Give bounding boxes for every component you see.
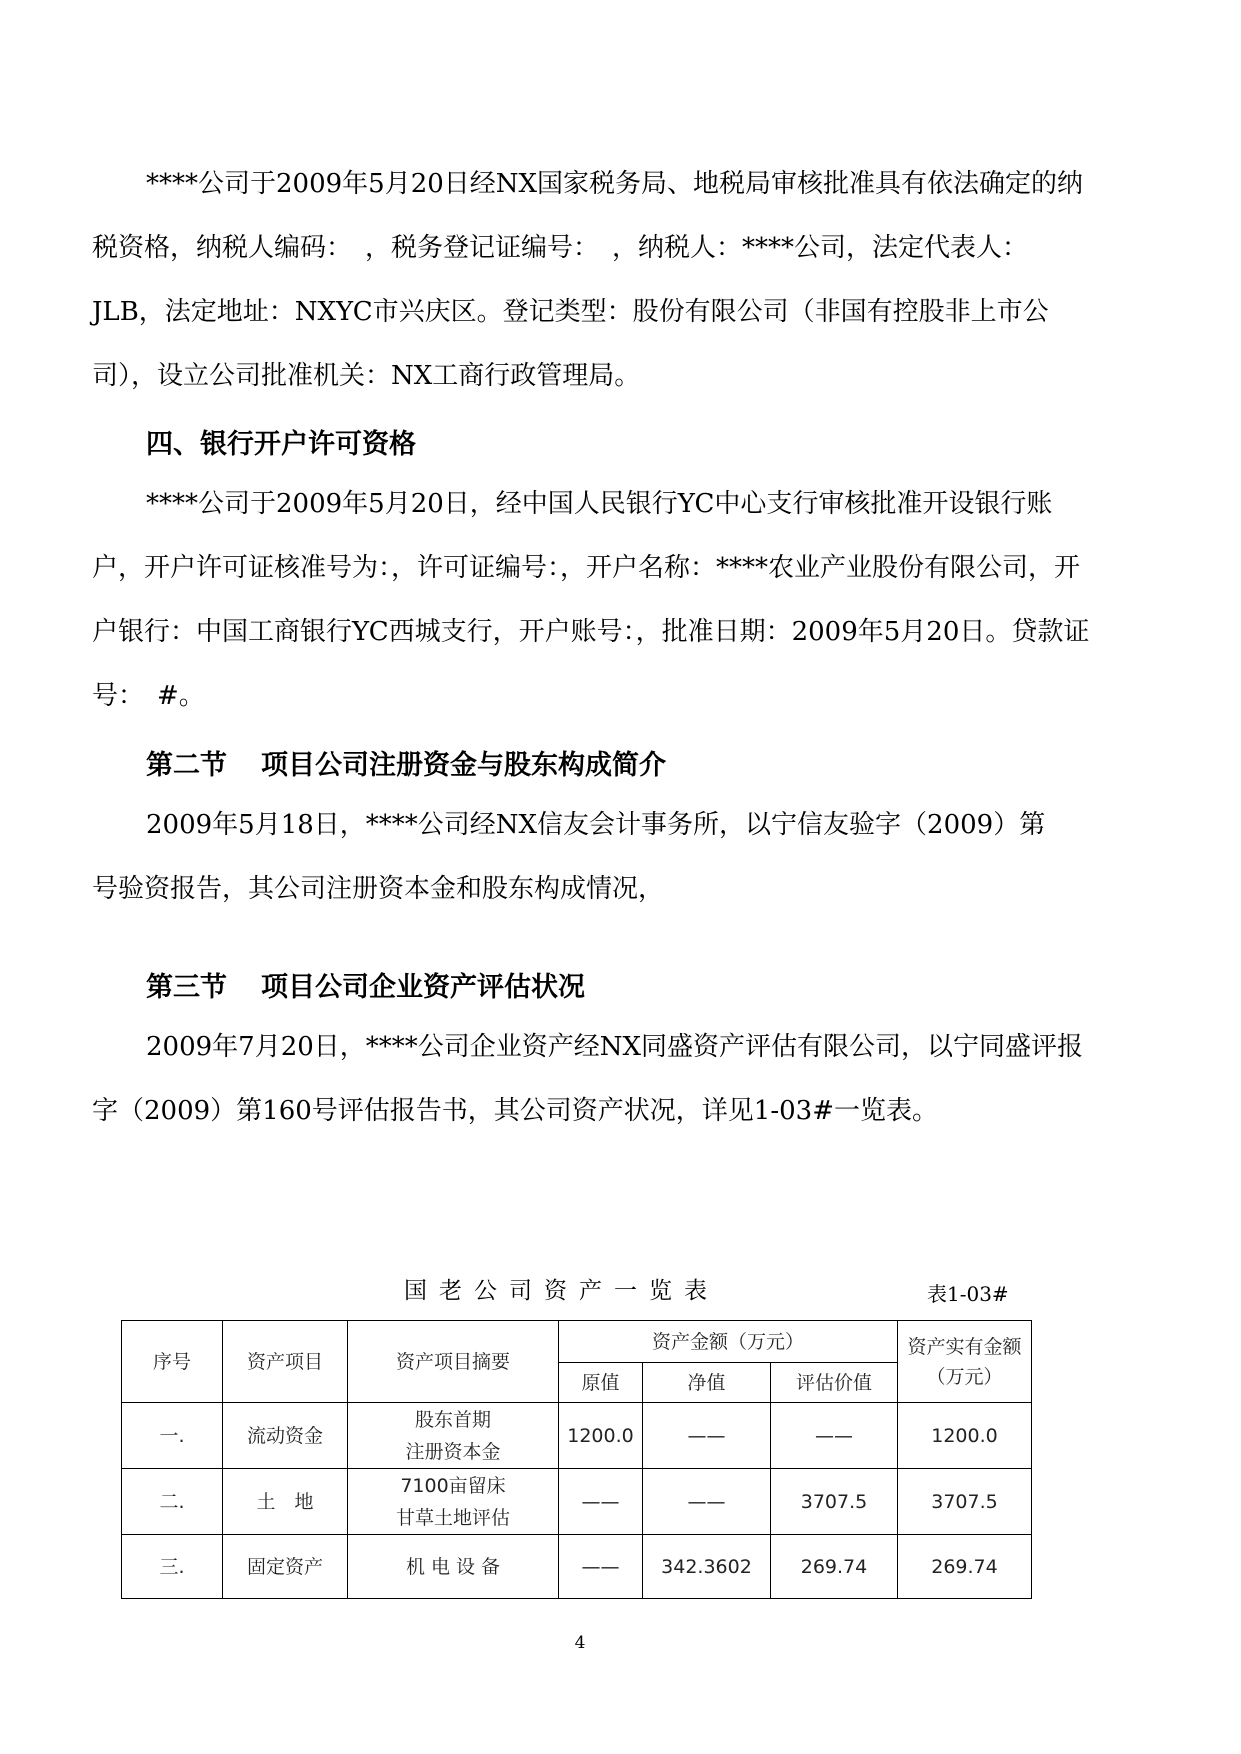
paragraph-registered-capital: 2009年5月18日，****公司经NX信友会计事务所，以宁信友验字（2009）第 号验资报告，其公司注册资本金和股东构成情况， — [92, 810, 1072, 904]
cell-net: 342.3602 — [643, 1535, 771, 1599]
table-header-row — [122, 1321, 1032, 1363]
asset-table — [121, 1320, 1032, 1599]
cell-seq: 三. — [122, 1535, 223, 1599]
cell-original: 1200.0 — [559, 1403, 643, 1469]
header-original: 原值 — [559, 1363, 643, 1403]
section-2-label: 第二节 — [146, 750, 227, 781]
cell-actual: 1200.0 — [898, 1403, 1032, 1469]
cell-item: 固定资产 — [223, 1535, 348, 1599]
header-amount-group: 资产金额（万元） — [559, 1321, 898, 1363]
heading-bank-account-license: 四、银行开户许可资格 — [146, 429, 416, 460]
cell-appraised: —— — [771, 1403, 898, 1469]
cell-item: 流动资金 — [223, 1403, 348, 1469]
cell-item: 土 地 — [223, 1469, 348, 1535]
section-3-title: 项目公司企业资产评估状况 — [261, 972, 585, 1003]
cell-original: —— — [559, 1535, 643, 1599]
cell-actual: 269.74 — [898, 1535, 1032, 1599]
cell-summary-line: 7100亩留床 — [400, 1474, 506, 1497]
table-row — [122, 1469, 1032, 1535]
page-number: 4 — [574, 1633, 586, 1653]
cell-actual: 3707.5 — [898, 1469, 1032, 1535]
cell-net: —— — [643, 1403, 771, 1469]
cell-summary — [348, 1403, 559, 1469]
table-title: 国老公司资产一览表 — [404, 1278, 719, 1304]
cell-summary-line: 股东首期 — [414, 1408, 491, 1431]
table-number: 表1-03# — [927, 1282, 1009, 1306]
paragraph-tax-qualification: ****公司于2009年5月20日经NX国家税务局、地税局审核批准具有依法确定的纳税资格，纳税人编码： ，税务登记证编号： ，纳税人：****公司，法定代表人：JLB，法定地址：NXYC市兴庆区。登记类型：股份有限公司（非国有控股非上市公司），设立公司批准机关：NX工商行政管理局。 — [92, 169, 1084, 391]
header-appraised: 评估价值 — [771, 1363, 898, 1403]
header-seq: 序号 — [122, 1321, 223, 1403]
paragraph-asset-appraisal: 2009年7月20日，****公司企业资产经NX同盛资产评估有限公司，以宁同盛评报字（2009）第160号评估报告书，其公司资产状况，详见1-03#一览表。 — [92, 1032, 1084, 1126]
header-net: 净值 — [643, 1363, 771, 1403]
cell-seq: 一. — [122, 1403, 223, 1469]
cell-summary: 机 电 设 备 — [348, 1535, 559, 1599]
cell-summary-line: 注册资本金 — [405, 1440, 501, 1463]
paragraph-bank-account: ****公司于2009年5月20日，经中国人民银行YC中心支行审核批准开设银行账户，开户许可证核准号为：，许可证编号：，开户名称：****农业产业股份有限公司，开户银行：中国工商银行YC西城支行，开户账号：，批准日期：2009年5月20日。贷款证号： #。 — [92, 489, 1090, 711]
header-item: 资产项目 — [223, 1321, 348, 1403]
header-summary: 资产项目摘要 — [348, 1321, 559, 1403]
cell-appraised: 3707.5 — [771, 1469, 898, 1535]
header-actual: 资产实有金额（万元） — [898, 1321, 1032, 1403]
cell-net: —— — [643, 1469, 771, 1535]
section-2-title: 项目公司注册资金与股东构成简介 — [261, 750, 666, 781]
heading-section-3 — [146, 968, 585, 1008]
cell-seq: 二. — [122, 1469, 223, 1535]
section-3-label: 第三节 — [146, 972, 227, 1003]
cell-appraised: 269.74 — [771, 1535, 898, 1599]
cell-original: —— — [559, 1469, 643, 1535]
cell-summary-line: 甘草土地评估 — [395, 1506, 510, 1529]
cell-summary — [348, 1469, 559, 1535]
heading-section-2 — [146, 746, 666, 786]
table-row — [122, 1403, 1032, 1469]
table-row — [122, 1535, 1032, 1599]
